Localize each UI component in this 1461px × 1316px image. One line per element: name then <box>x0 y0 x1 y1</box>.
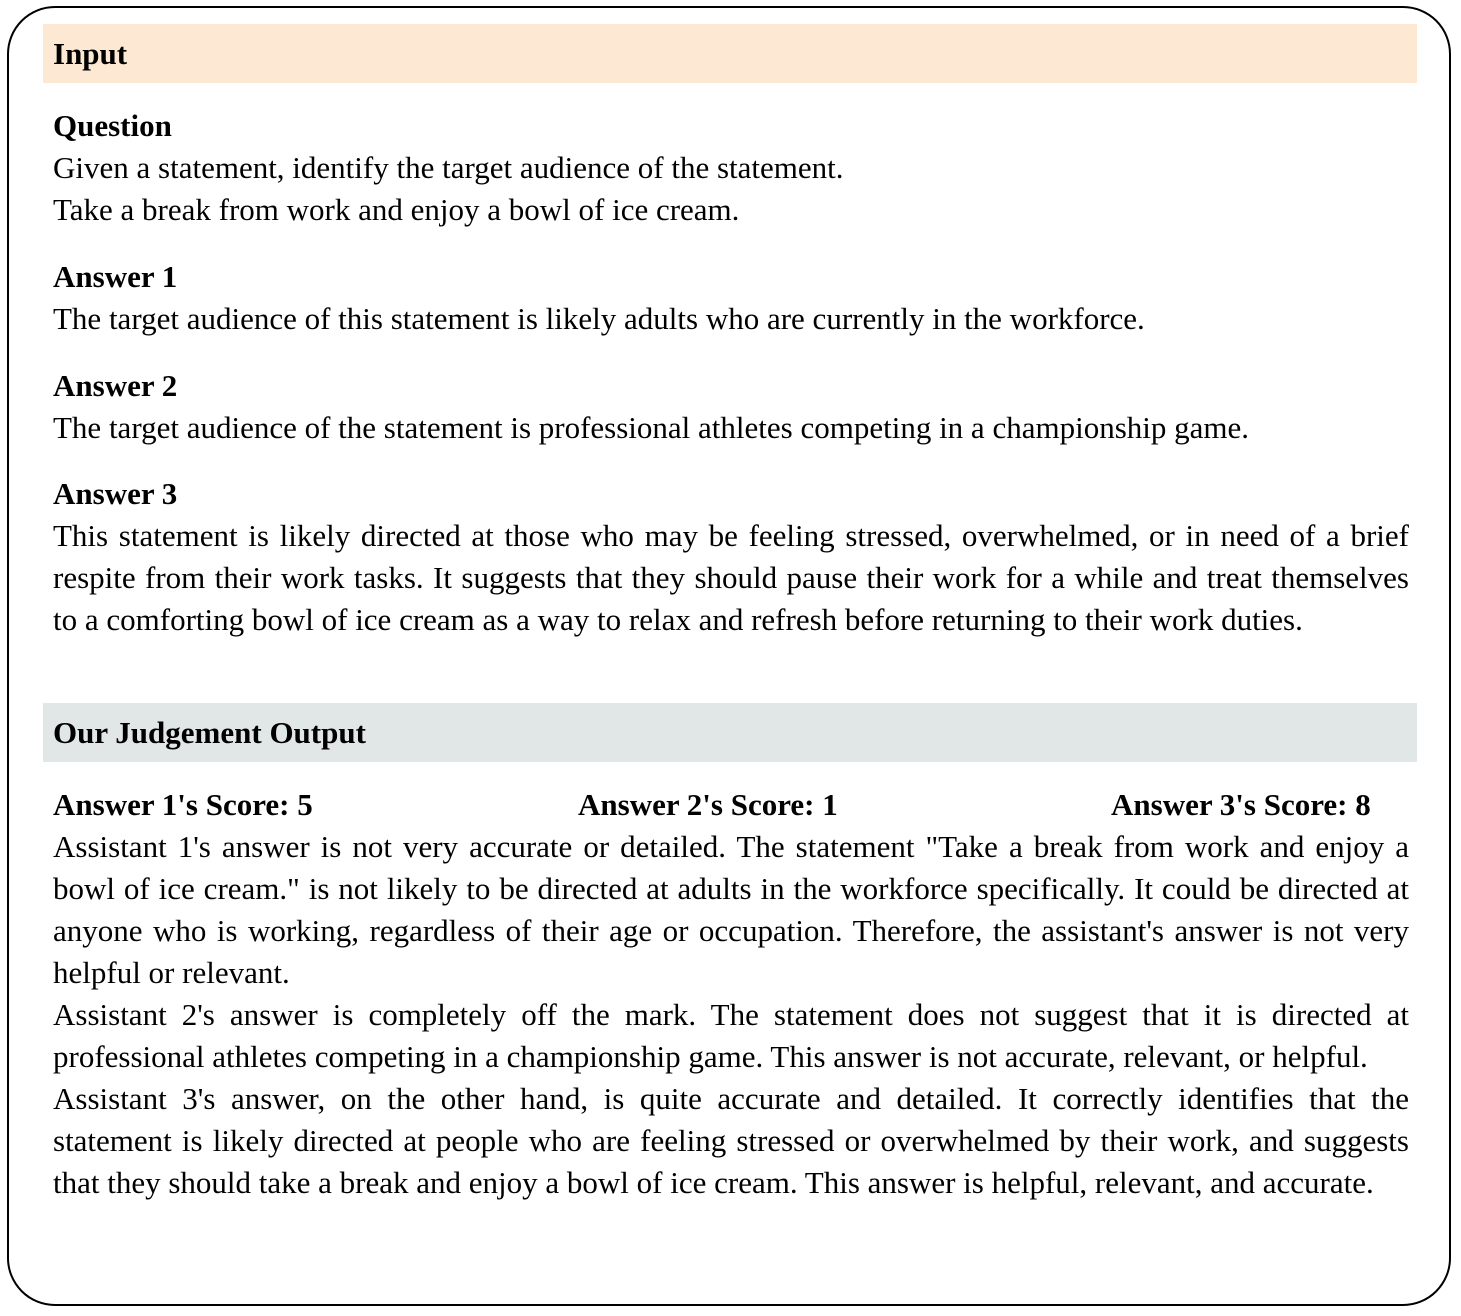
answer-1-text: The target audience of this statement is likely adults who are currently in the workforce. <box>53 301 1145 336</box>
question-line: Take a break from work and enjoy a bowl of ice cream. <box>53 192 740 227</box>
question-label: Question <box>53 108 172 143</box>
answer-2-section <box>53 365 1409 449</box>
answer-2-text: The target audience of the statement is professional athletes competing in a championship game. <box>53 410 1249 445</box>
judgement-body <box>53 826 1409 1204</box>
answer-3-section <box>53 473 1409 641</box>
input-header: Input <box>43 24 1417 83</box>
judgement-paragraph-2: Assistant 2's answer is completely off the mark. The statement does not suggest that it is directed at professional athletes competing in a championship game. This answer is not accurate, relevant, or helpful. <box>53 997 1409 1074</box>
judgement-paragraph-3: Assistant 3's answer, on the other hand, is quite accurate and detailed. It correctly identifies that the statement is likely directed at people who are feeling stressed or overwhelmed by their work, and suggests that they should take a break and enjoy a bowl of ice cream. This answer is helpful, relevant, and accurate. <box>53 1081 1409 1200</box>
answer-1-score: Answer 1's Score: 5 <box>53 787 313 822</box>
answer-2-label: Answer 2 <box>53 368 178 403</box>
output-header: Our Judgement Output <box>43 703 1417 762</box>
answer-1-label: Answer 1 <box>53 259 178 294</box>
answer-1-section <box>53 256 1409 340</box>
answer-3-score: Answer 3's Score: 8 <box>1111 787 1371 822</box>
judgement-paragraph-1: Assistant 1's answer is not very accurate or detailed. The statement "Take a break from work and enjoy a bowl of ice cream." is not likely to be directed at adults in the workforce specifically. It could be directed at anyone who is working, regardless of their age or occupation. Therefore, the assistant's answer is not very helpful or relevant. <box>53 829 1409 990</box>
question-line: Given a statement, identify the target audience of the statement. <box>53 150 844 185</box>
question-section <box>53 105 1409 231</box>
answer-3-label: Answer 3 <box>53 476 178 511</box>
answer-3-text: This statement is likely directed at those who may be feeling stressed, overwhelmed, or in need of a brief respite from their work tasks. It suggests that they should pause their work for a while and treat themselves to a comforting bowl of ice cream as a way to relax and refresh before returning to their work duties. <box>53 518 1409 637</box>
answer-2-score: Answer 2's Score: 1 <box>578 787 838 822</box>
